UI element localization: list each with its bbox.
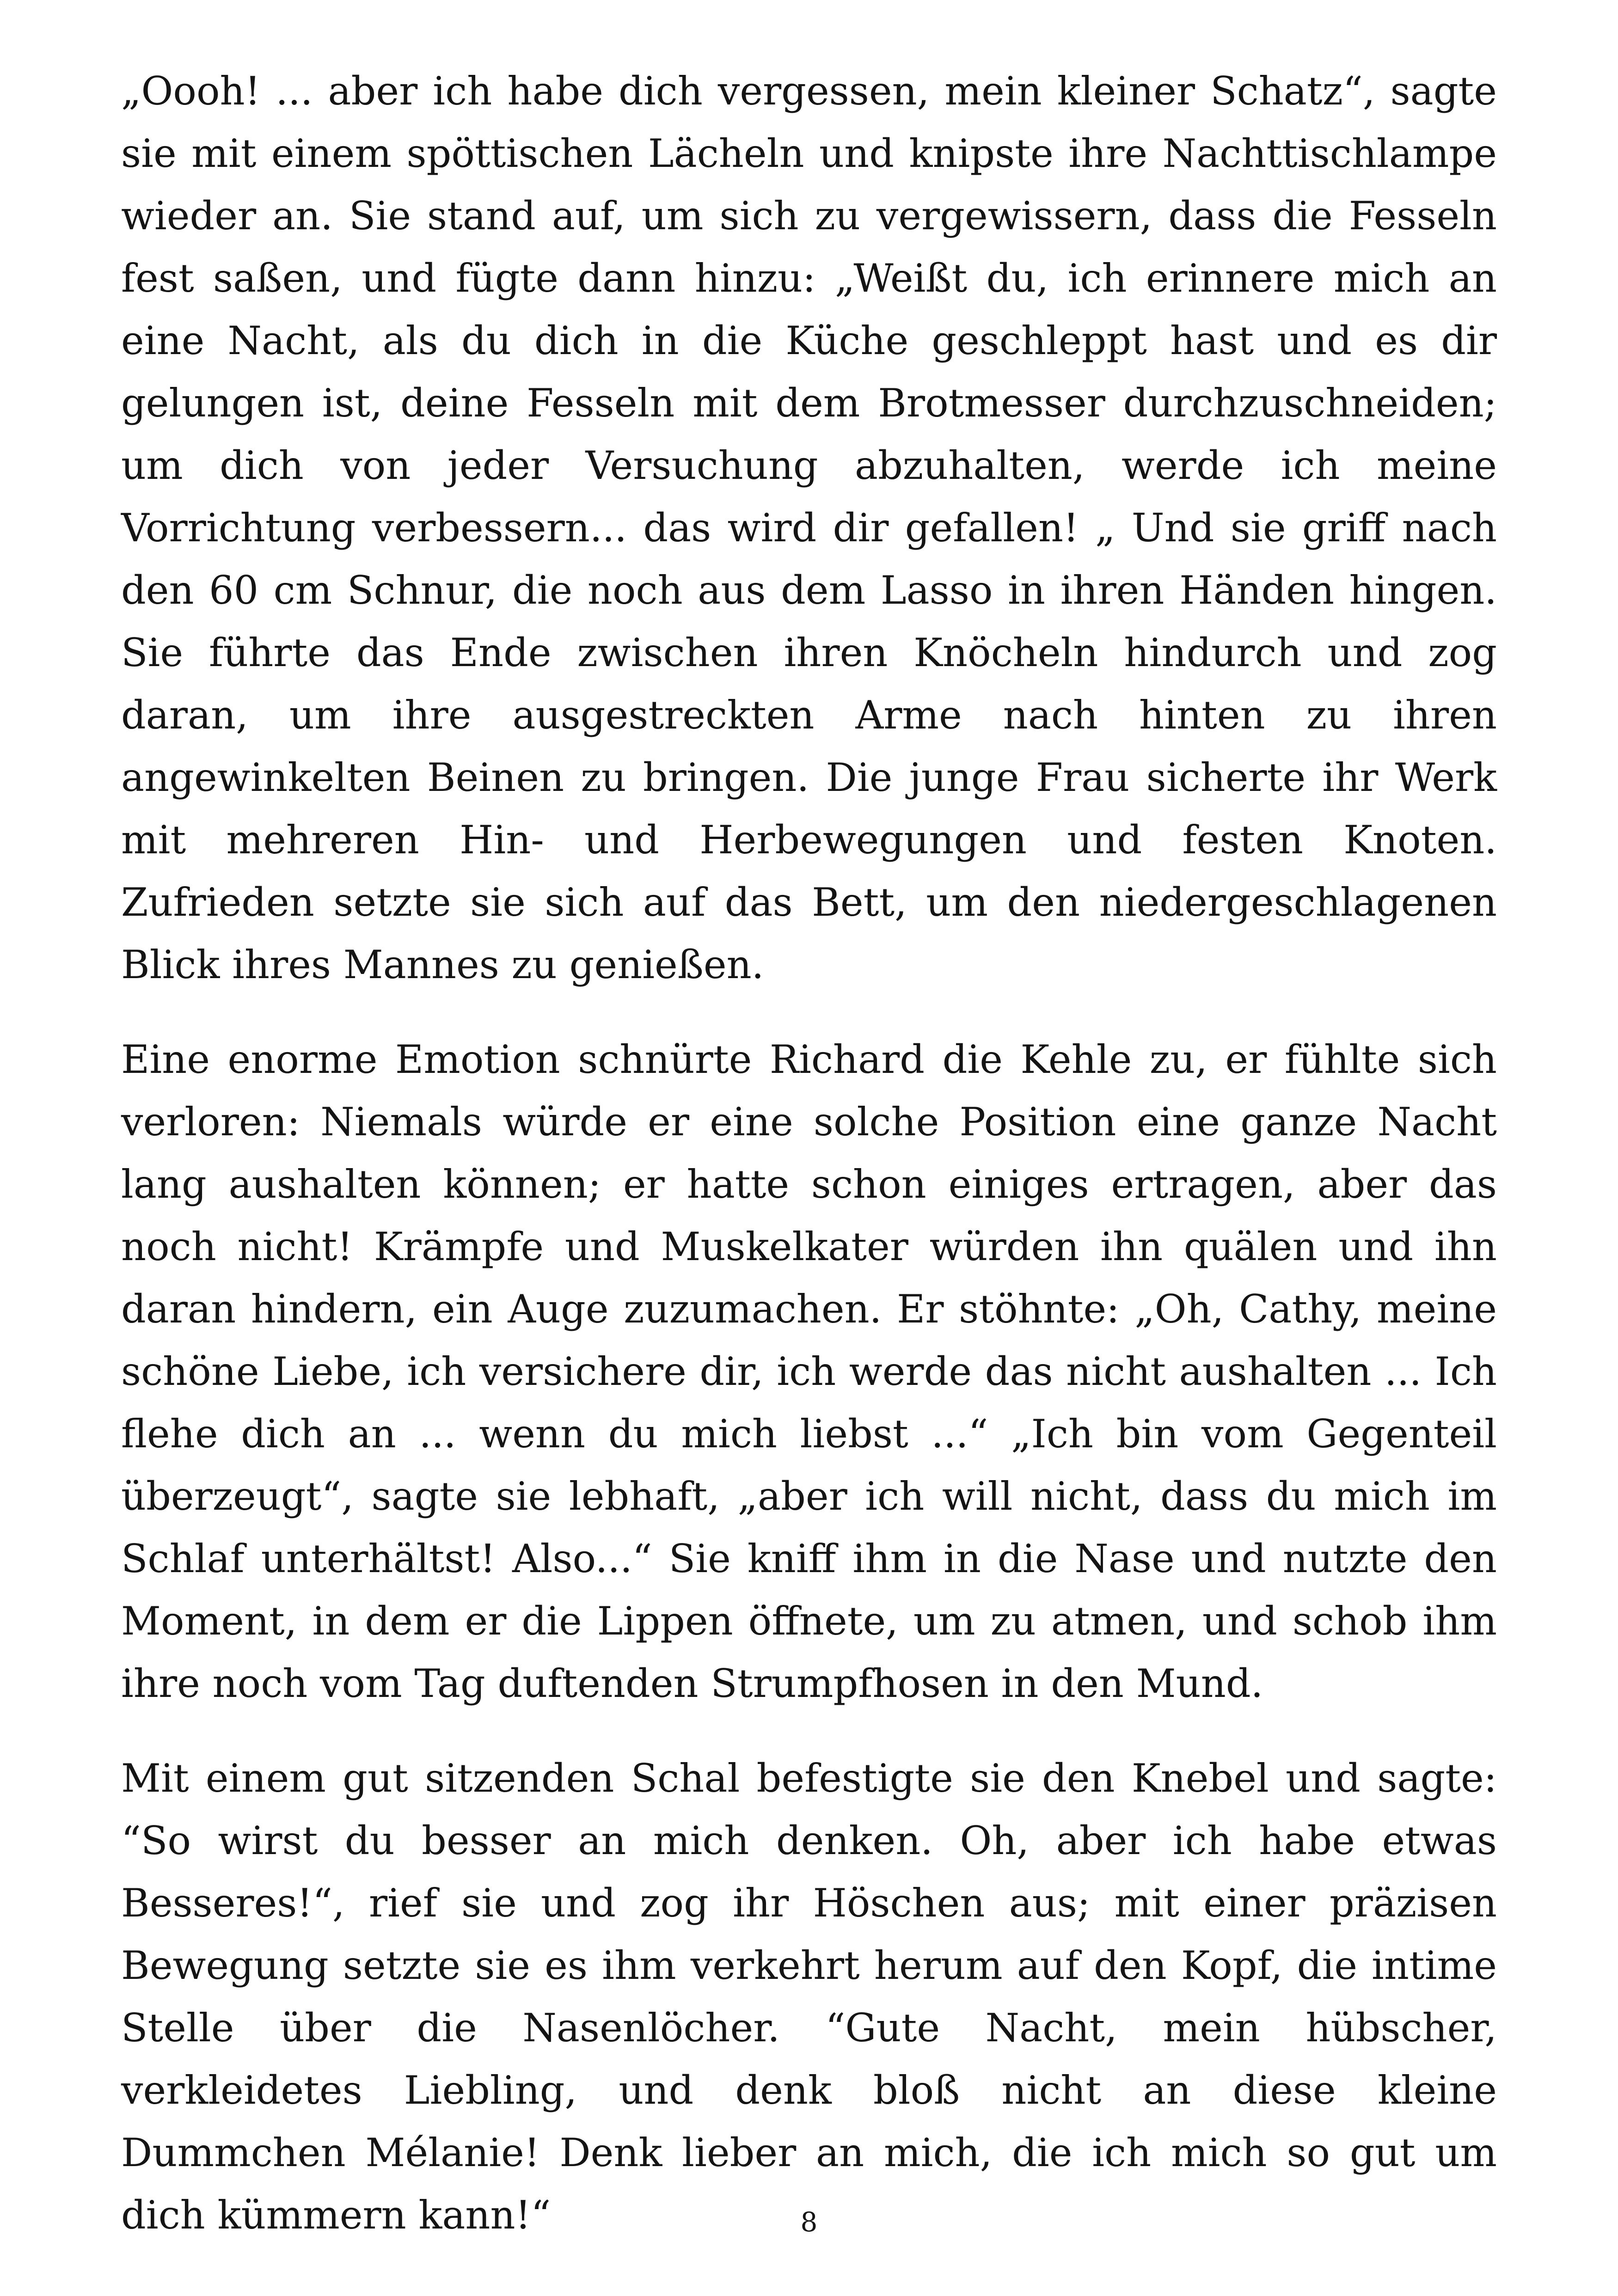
page-number: 8 (800, 2206, 818, 2238)
paragraph-1: „Oooh! ... aber ich habe dich vergessen, mein kleiner Schatz“, sagte sie mit einem spöttischen Lächeln und knipste ihre Nachttischlampe wieder an. Sie stand auf, um sich zu vergewissern, dass die Fesseln fest saßen, und fügte dann hinzu: „Weißt du, ich erinnere mich an eine Nacht, als du dich in die Küche geschleppt hast und es dir gelungen ist, deine Fesseln mit dem Brotmesser durchzuschneiden; um dich von jeder Versuchung abzuhalten, werde ich meine Vorrichtung verbessern... das wird dir gefallen! „ Und sie griff nach den 60 cm Schnur, die noch aus dem Lasso in ihren Händen hingen. Sie führte das Ende zwischen ihren Knöcheln hindurch und zog daran, um ihre ausgestreckten Arme nach hinten zu ihren angewinkelten Beinen zu bringen. Die junge Frau sicherte ihr Werk mit mehreren Hin- und Herbewegungen und festen Knoten. Zufrieden setzte sie sich auf das Bett, um den niedergeschlagenen Blick ihres Mannes zu genießen. (121, 68, 1497, 987)
paragraph-2: Eine enorme Emotion schnürte Richard die Kehle zu, er fühlte sich verloren: Niemals würde er eine solche Position eine ganze Nacht lang aushalten können; er hatte schon einiges ertragen, aber das noch nicht! Krämpfe und Muskelkater würden ihn quälen und ihn daran hindern, ein Auge zuzumachen. Er stöhnte: „Oh, Cathy, meine schöne Liebe, ich versichere dir, ich werde das nicht aushalten ... Ich flehe dich an ... wenn du mich liebst ...“ „Ich bin vom Gegenteil überzeugt“, sagte sie lebhaft, „aber ich will nicht, dass du mich im Schlaf unterhältst! Also...“ Sie kniff ihm in die Nase und nutzte den Moment, in dem er die Lippen öffnete, um zu atmen, und schob ihm ihre noch vom Tag duftenden Strumpfhosen in den Mund. (121, 1037, 1497, 1706)
body-text (121, 60, 1497, 2279)
paragraph-3: Mit einem gut sitzenden Schal befestigte sie den Knebel und sagte: “So wirst du besser an mich denken. Oh, aber ich habe etwas Besseres!“, rief sie und zog ihr Höschen aus; mit einer präzisen Bewegung setzte sie es ihm verkehrt herum auf den Kopf, die intime Stelle über die Nasenlöcher. “Gute Nacht, mein hübscher, verkleidetes Liebling, und denk bloß nicht an diese kleine Dummchen Mélanie! Denk lieber an mich, die ich mich so gut um dich kümmern kann!“ (121, 1756, 1497, 2238)
